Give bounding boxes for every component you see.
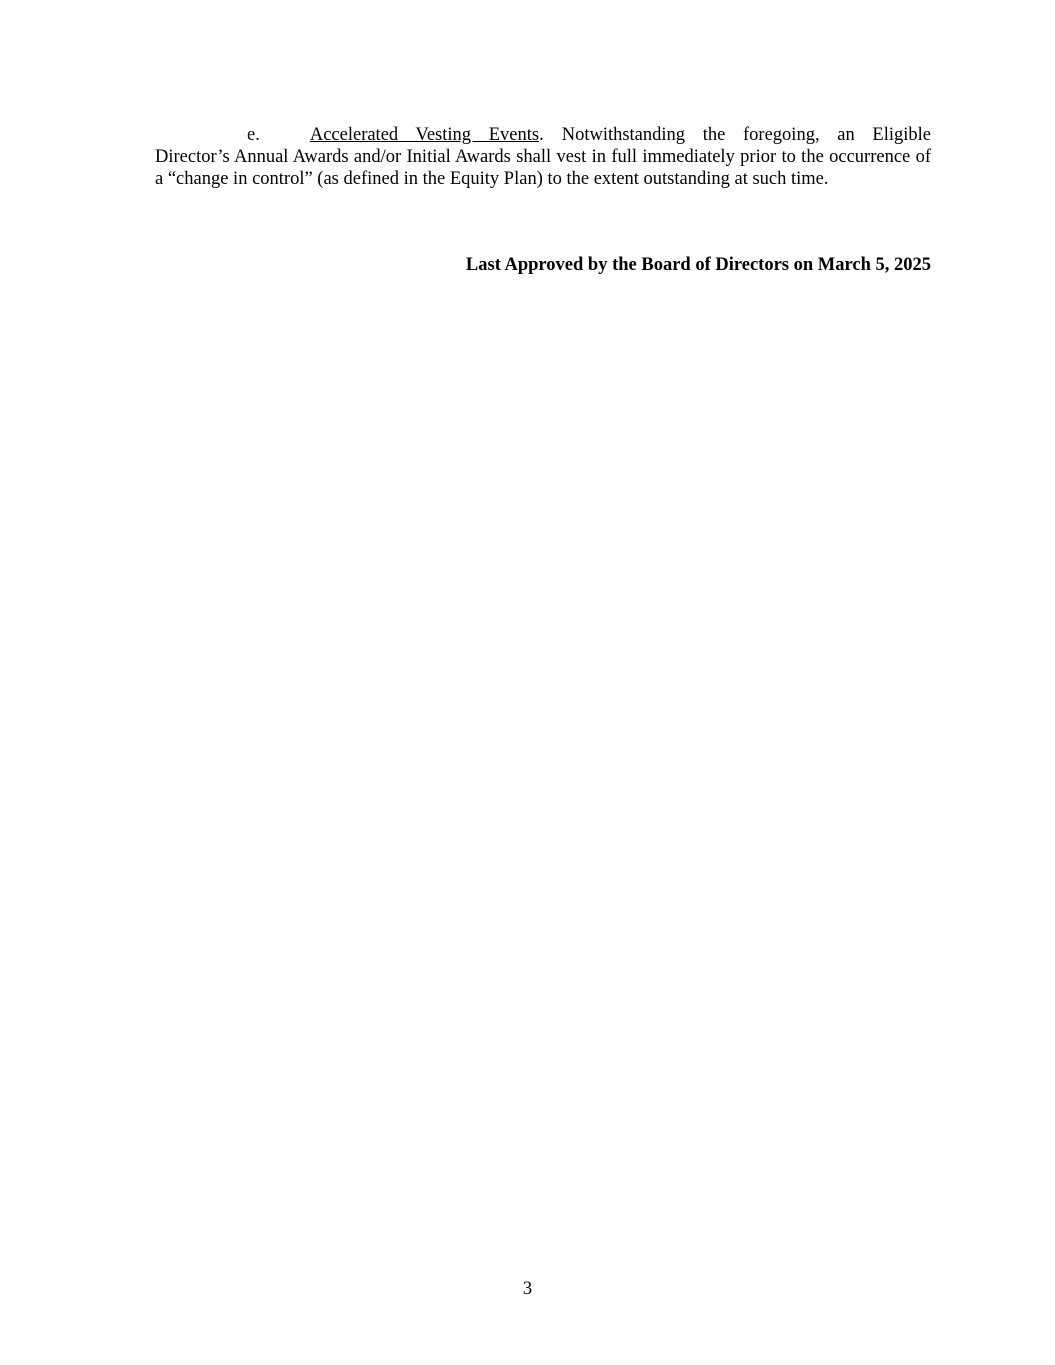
paragraph-body-text: Notwithstanding the foregoing, an Eligible Director’s Annual Awards and/or Initial Awards shall vest in full immediately prior to the occurrence of a “change in control” (as defined in the Equity Plan) to the extent outstanding at such time. bbox=[155, 125, 931, 189]
paragraph-accelerated-vesting bbox=[155, 124, 931, 190]
page-content bbox=[155, 124, 931, 276]
list-item-marker: e. bbox=[247, 125, 260, 145]
paragraph-heading-period: . bbox=[539, 125, 544, 145]
page-number: 3 bbox=[522, 1279, 533, 1299]
paragraph-heading: Accelerated Vesting Events bbox=[309, 125, 540, 145]
board-approval-line: Last Approved by the Board of Directors on March 5, 2025 bbox=[465, 255, 931, 275]
